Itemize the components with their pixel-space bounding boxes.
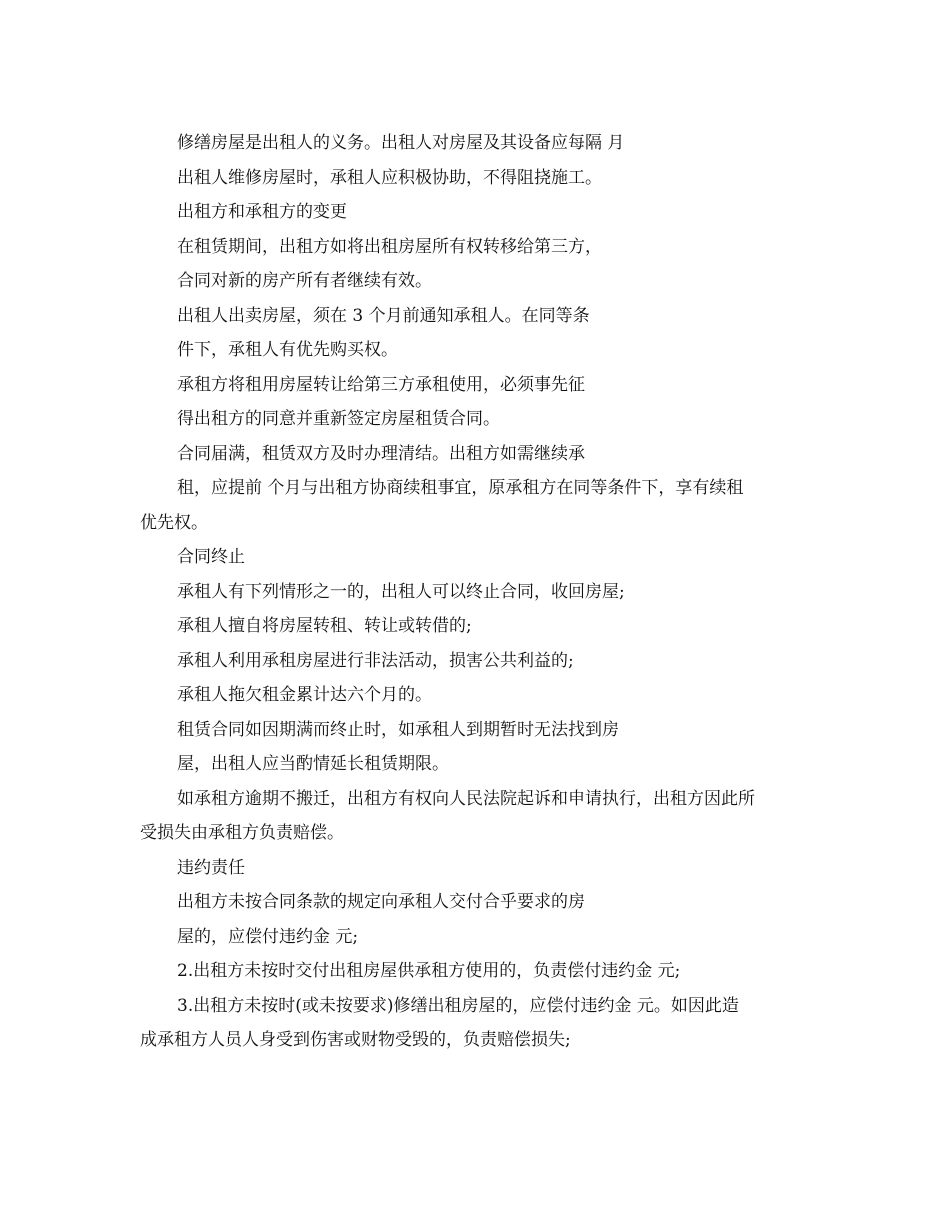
text-line: 合同对新的房产所有者继续有效。 [177, 271, 432, 291]
text-line: 租赁合同如因期满而终止时，如承租人到期暂时无法找到房 [177, 719, 619, 740]
text-line: 受损失由承租方负责赔偿。 [140, 823, 344, 843]
text-line: 承租人有下列情形之一的，出租人可以终止合同，收回房屋; [177, 581, 625, 602]
text-line: 承租方将租用房屋转让给第三方承租使用，必须事先征 [177, 374, 585, 395]
text-line: 得出租方的同意并重新签定房屋租赁合同。 [177, 409, 500, 429]
text-line: 出租方未按合同条款的规定向承租人交付合乎要求的房 [177, 892, 585, 912]
text-line: 违约责任 [177, 857, 245, 878]
text-line: 出租人出卖房屋，须在 3 个月前通知承租人。在同等条 [177, 305, 590, 326]
text-line: 屋，出租人应当酌情延长租赁期限。 [177, 754, 449, 774]
text-line: 承租人擅自将房屋转租、转让或转借的; [177, 616, 472, 636]
text-line: 件下，承租人有优先购买权。 [177, 340, 398, 360]
text-line: 3.出租方未按时(或未按要求)修缮出租房屋的，应偿付违约金 元。如因此造 [177, 995, 739, 1016]
text-line: 修缮房屋是出租人的义务。出租人对房屋及其设备应每隔 月 [177, 133, 625, 153]
text-line: 屋的，应偿付违约金 元; [177, 926, 359, 947]
text-line: 优先权。 [140, 512, 208, 533]
text-line: 出租人维修房屋时，承租人应积极协助，不得阻挠施工。 [177, 167, 602, 188]
text-line: 成承租方人员人身受到伤害或财物受毁的，负责赔偿损失; [140, 1030, 571, 1050]
text-line: 出租方和承租方的变更 [177, 202, 347, 222]
text-line: 合同届满，租赁双方及时办理清结。出租方如需继续承 [177, 443, 585, 464]
text-line: 合同终止 [177, 547, 245, 567]
text-line: 租，应提前 个月与出租方协商续租事宜，原承租方在同等条件下，享有续租 [177, 478, 744, 498]
document-body [140, 126, 830, 1058]
text-line: 在租赁期间，出租方如将出租房屋所有权转移给第三方， [177, 236, 602, 257]
text-line: 承租人拖欠租金累计达六个月的。 [177, 685, 432, 705]
text-line: 2.出租方未按时交付出租房屋供承租方使用的，负责偿付违约金 元; [177, 961, 681, 981]
text-line: 如承租方逾期不搬迁，出租方有权向人民法院起诉和申请执行，出租方因此所 [177, 788, 755, 809]
text-line: 承租人利用承租房屋进行非法活动，损害公共利益的; [177, 650, 574, 671]
